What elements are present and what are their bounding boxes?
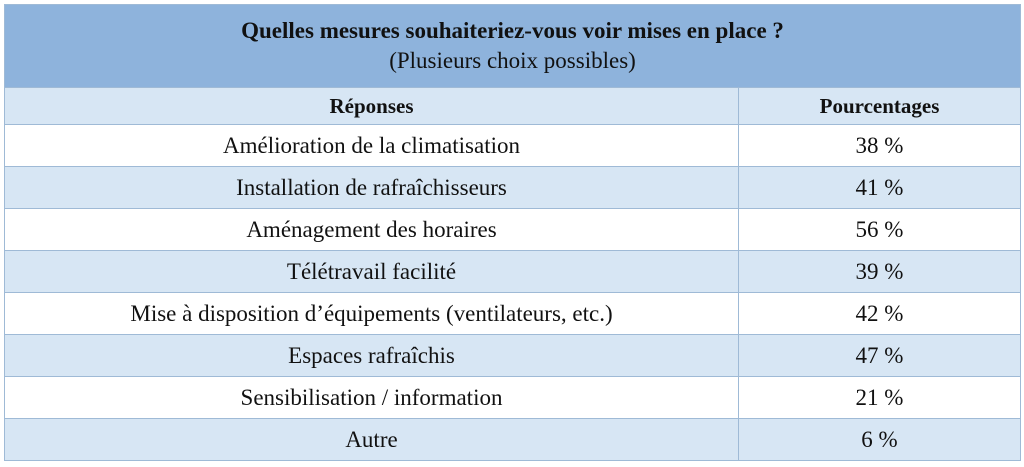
header-percentages: Pourcentages [739, 88, 1021, 125]
response-cell: Sensibilisation / information [5, 377, 739, 419]
survey-table-container [4, 4, 1020, 461]
percentage-cell: 38 % [739, 125, 1021, 167]
percentage-cell: 39 % [739, 251, 1021, 293]
table-row [5, 293, 1021, 335]
response-cell: Amélioration de la climatisation [5, 125, 739, 167]
table-row [5, 251, 1021, 293]
percentage-cell: 47 % [739, 335, 1021, 377]
response-cell: Aménagement des horaires [5, 209, 739, 251]
response-cell: Télétravail facilité [5, 251, 739, 293]
percentage-cell: 41 % [739, 167, 1021, 209]
table-row [5, 377, 1021, 419]
response-cell: Espaces rafraîchis [5, 335, 739, 377]
response-cell: Mise à disposition d’équipements (ventilateurs, etc.) [5, 293, 739, 335]
percentage-cell: 56 % [739, 209, 1021, 251]
table-row [5, 167, 1021, 209]
table-row [5, 419, 1021, 461]
title-cell [5, 5, 1021, 88]
header-row [5, 88, 1021, 125]
table-title: Quelles mesures souhaiteriez-vous voir mises en place ? [241, 18, 784, 43]
header-responses: Réponses [5, 88, 739, 125]
table-subtitle: (Plusieurs choix possibles) [389, 48, 636, 73]
title-row [5, 5, 1021, 88]
percentage-cell: 6 % [739, 419, 1021, 461]
response-cell: Installation de rafraîchisseurs [5, 167, 739, 209]
table-row [5, 209, 1021, 251]
table-row [5, 335, 1021, 377]
percentage-cell: 21 % [739, 377, 1021, 419]
percentage-cell: 42 % [739, 293, 1021, 335]
table-row [5, 125, 1021, 167]
response-cell: Autre [5, 419, 739, 461]
survey-table [4, 4, 1021, 461]
